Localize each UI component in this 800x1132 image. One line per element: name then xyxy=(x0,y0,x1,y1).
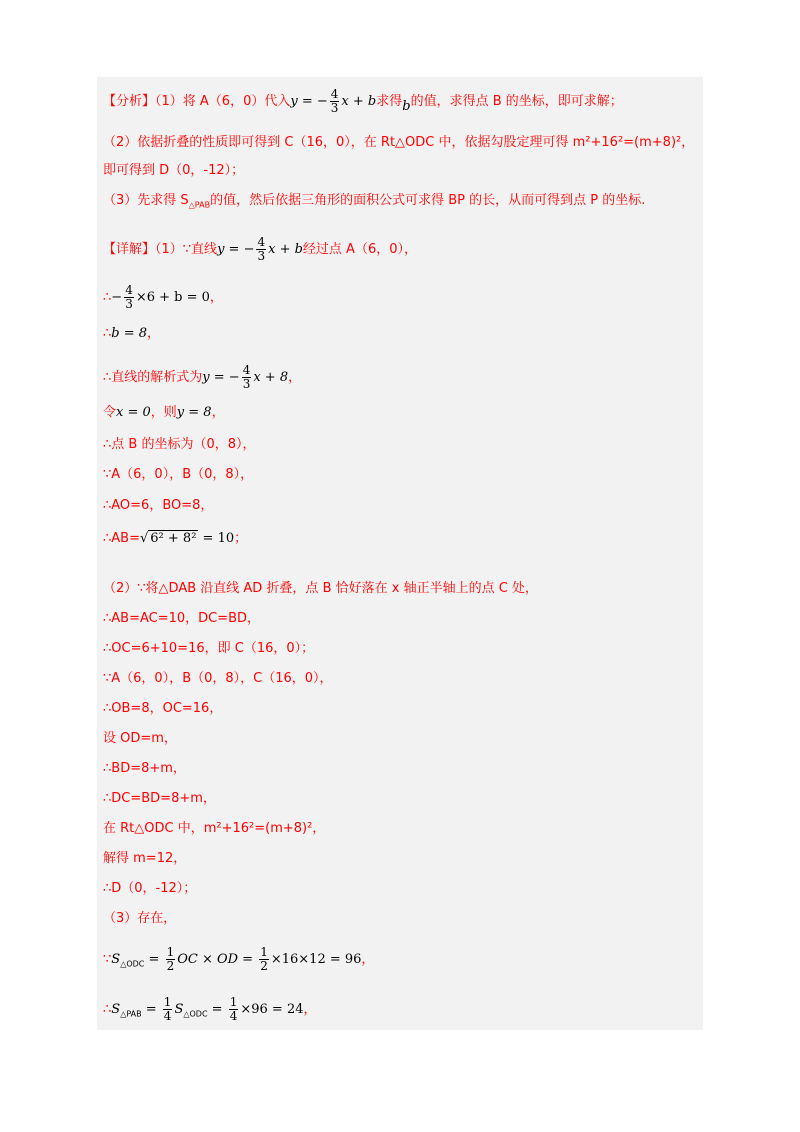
detail-line-8: ∴AO=6，BO=8， xyxy=(103,498,214,513)
part2-line: （2）∵将△DAB 沿直线 AD 折叠，点 B 恰好落在 x 轴正半轴上的点 C 处， xyxy=(103,581,538,596)
part3-line-2: $\therefore S_{\triangle PAB}$ = $\frac{1}{4}$ $S_{\triangle ODC}$ = $\frac{1}{4}$ ×96 = 24， xyxy=(103,995,317,1023)
analysis-tag: 【分析】 xyxy=(103,94,156,109)
detail-line-9: ∴AB=√ 6² + 8² = 10； xyxy=(103,531,248,546)
analysis-line-3: 即可得到 D（0，-12）； xyxy=(103,163,245,178)
analysis-line-1: 【分析】（1）将 A（6，0）代入y = − $\frac{4}{3}$ x + b求得b的值，求得点 B 的坐标，即可求解； xyxy=(103,87,623,115)
detail-line-2: ∴− $\frac{4}{3}$ ×6 + b = 0， xyxy=(103,283,223,311)
part2-line: ∵A（6，0），B（0，8），C（16，0）， xyxy=(103,671,333,686)
part2-line: ∴DC=BD=8+m， xyxy=(103,791,216,806)
part2-line: ∴OB=8，OC=16， xyxy=(103,701,223,716)
detail-tag: 【详解】 xyxy=(103,242,156,257)
fraction: $\frac{4}{3}$ xyxy=(330,87,339,115)
part2-line: ∴AB=AC=10，DC=BD， xyxy=(103,611,261,626)
sqrt-expression: √ 6² + 8² xyxy=(139,531,197,546)
detail-line-1: 【详解】（1）∵直线y = − $\frac{4}{3}$ x + b经过点 A（6，0）， xyxy=(103,235,417,263)
detail-line-6: ∴点 B 的坐标为（0，8）， xyxy=(103,437,256,452)
part2-line: （3）存在， xyxy=(103,911,177,926)
detail-line-4: ∴直线的解析式为y = − $\frac{4}{3}$ x + 8， xyxy=(103,363,302,391)
detail-line-3: ∴b = 8， xyxy=(103,326,161,341)
part2-line: ∴BD=8+m， xyxy=(103,761,186,776)
analysis-line-2: （2）依据折叠的性质即可得到 C（16，0），在 Rt△ODC 中，依据勾股定理可得 m²+16²=(m+8)²， xyxy=(103,135,695,150)
part2-line: 解得 m=12， xyxy=(103,851,187,866)
part2-line: 在 Rt△ODC 中，m²+16²=(m+8)²， xyxy=(103,821,326,836)
part2-line: ∴OC=6+10=16，即 C（16，0）； xyxy=(103,641,315,656)
part2-line: 设 OD=m， xyxy=(103,731,177,746)
part2-line: ∴D（0，-12）； xyxy=(103,881,197,896)
detail-line-5: 令x = 0，则y = 8， xyxy=(103,405,225,420)
part3-line-1: $\because S_{\triangle ODC}$ = $\frac{1}{2}$ OC × OD = $\frac{1}{2}$ ×16×12 = 96， xyxy=(103,945,375,973)
detail-line-7: ∵A（6，0），B（0，8）， xyxy=(103,467,254,482)
analysis-line-4: （3）先求得 $S_{\triangle PAB}$的值，然后依据三角形的面积公式可求得 BP 的长，从而可得到点 P 的坐标. xyxy=(103,193,646,210)
